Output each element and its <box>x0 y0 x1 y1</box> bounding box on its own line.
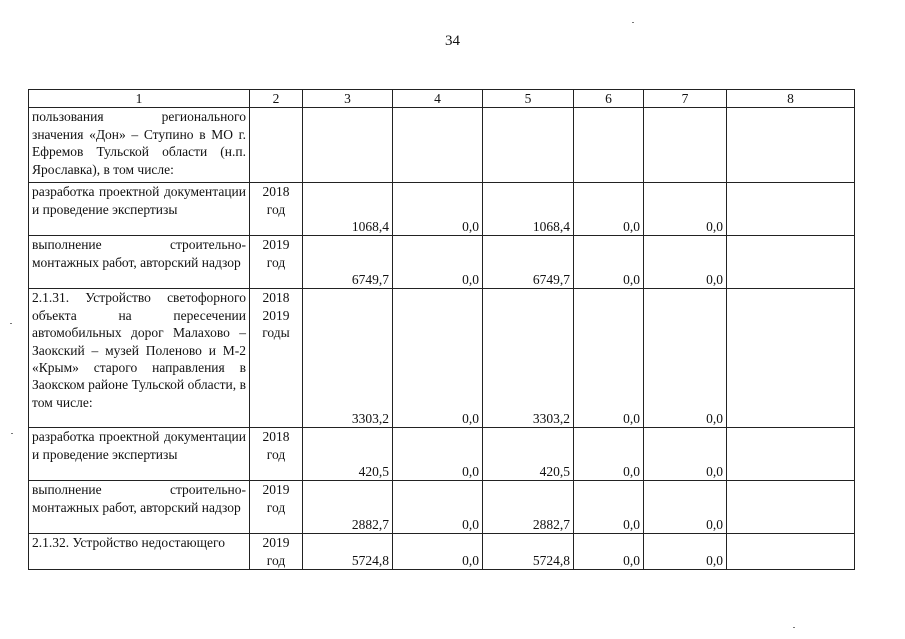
table-row <box>29 534 855 570</box>
cell-col8 <box>727 481 855 534</box>
cell-col7: 0,0 <box>644 534 727 570</box>
cell-col3 <box>303 108 393 183</box>
cell-col3: 5724,8 <box>303 534 393 570</box>
row-year: 2019 год <box>250 236 303 289</box>
cell-col7 <box>644 108 727 183</box>
cell-col4: 0,0 <box>393 428 483 481</box>
cell-col8 <box>727 289 855 428</box>
cell-col6: 0,0 <box>574 534 644 570</box>
cell-col8 <box>727 534 855 570</box>
cell-col4: 0,0 <box>393 481 483 534</box>
row-description: пользования регионального значения «Дон» – Ступино в МО г. Ефремов Тульской области (н.п. Ярославка), в том числе: <box>29 108 250 183</box>
cell-col6: 0,0 <box>574 289 644 428</box>
scan-speck <box>793 627 795 628</box>
column-header: 7 <box>644 90 727 108</box>
cell-col7: 0,0 <box>644 289 727 428</box>
cell-col8 <box>727 428 855 481</box>
cell-col3: 420,5 <box>303 428 393 481</box>
cell-col8 <box>727 183 855 236</box>
cell-col6: 0,0 <box>574 481 644 534</box>
cell-col5 <box>483 108 574 183</box>
cell-col5: 6749,7 <box>483 236 574 289</box>
cell-col3: 2882,7 <box>303 481 393 534</box>
row-year: 2019 год <box>250 534 303 570</box>
cell-col5: 420,5 <box>483 428 574 481</box>
table-row <box>29 428 855 481</box>
budget-table <box>28 89 855 570</box>
cell-col8 <box>727 236 855 289</box>
cell-col8 <box>727 108 855 183</box>
cell-col6: 0,0 <box>574 428 644 481</box>
page-number: 34 <box>445 33 460 49</box>
row-description: 2.1.31. Устройство светофорного объекта на пересечении автомобильных дорог Малахово – Заокский – музей Поленово и М-2 «Крым» старого направления в Заокском районе Тульской области, в том числе: <box>29 289 250 428</box>
scan-speck <box>11 433 13 434</box>
cell-col4: 0,0 <box>393 534 483 570</box>
row-description: разработка проектной документации и проведение экспертизы <box>29 428 250 481</box>
table-row <box>29 289 855 428</box>
cell-col3: 6749,7 <box>303 236 393 289</box>
cell-col4 <box>393 108 483 183</box>
cell-col5: 5724,8 <box>483 534 574 570</box>
scan-speck <box>10 323 12 324</box>
row-year: 2018 год <box>250 183 303 236</box>
cell-col6: 0,0 <box>574 183 644 236</box>
cell-col3: 1068,4 <box>303 183 393 236</box>
column-header: 2 <box>250 90 303 108</box>
cell-col4: 0,0 <box>393 289 483 428</box>
row-description: разработка проектной документации и проведение экспертизы <box>29 183 250 236</box>
column-header: 3 <box>303 90 393 108</box>
cell-col7: 0,0 <box>644 481 727 534</box>
scan-speck <box>632 22 634 23</box>
cell-col4: 0,0 <box>393 236 483 289</box>
column-header: 6 <box>574 90 644 108</box>
row-year <box>250 108 303 183</box>
row-description: выполнение строительно-монтажных работ, авторский надзор <box>29 236 250 289</box>
cell-col6 <box>574 108 644 183</box>
table-row <box>29 236 855 289</box>
cell-col7: 0,0 <box>644 428 727 481</box>
row-year: 2019 год <box>250 481 303 534</box>
table-row <box>29 481 855 534</box>
cell-col5: 1068,4 <box>483 183 574 236</box>
row-description: 2.1.32. Устройство недостающего <box>29 534 250 570</box>
table-row <box>29 108 855 183</box>
column-header: 1 <box>29 90 250 108</box>
table-header-row <box>29 90 855 108</box>
cell-col7: 0,0 <box>644 236 727 289</box>
column-header: 4 <box>393 90 483 108</box>
row-year: 2018 2019 годы <box>250 289 303 428</box>
row-description: выполнение строительно-монтажных работ, авторский надзор <box>29 481 250 534</box>
cell-col4: 0,0 <box>393 183 483 236</box>
cell-col5: 3303,2 <box>483 289 574 428</box>
cell-col7: 0,0 <box>644 183 727 236</box>
column-header: 8 <box>727 90 855 108</box>
row-year: 2018 год <box>250 428 303 481</box>
column-header: 5 <box>483 90 574 108</box>
cell-col3: 3303,2 <box>303 289 393 428</box>
cell-col6: 0,0 <box>574 236 644 289</box>
table-row <box>29 183 855 236</box>
cell-col5: 2882,7 <box>483 481 574 534</box>
